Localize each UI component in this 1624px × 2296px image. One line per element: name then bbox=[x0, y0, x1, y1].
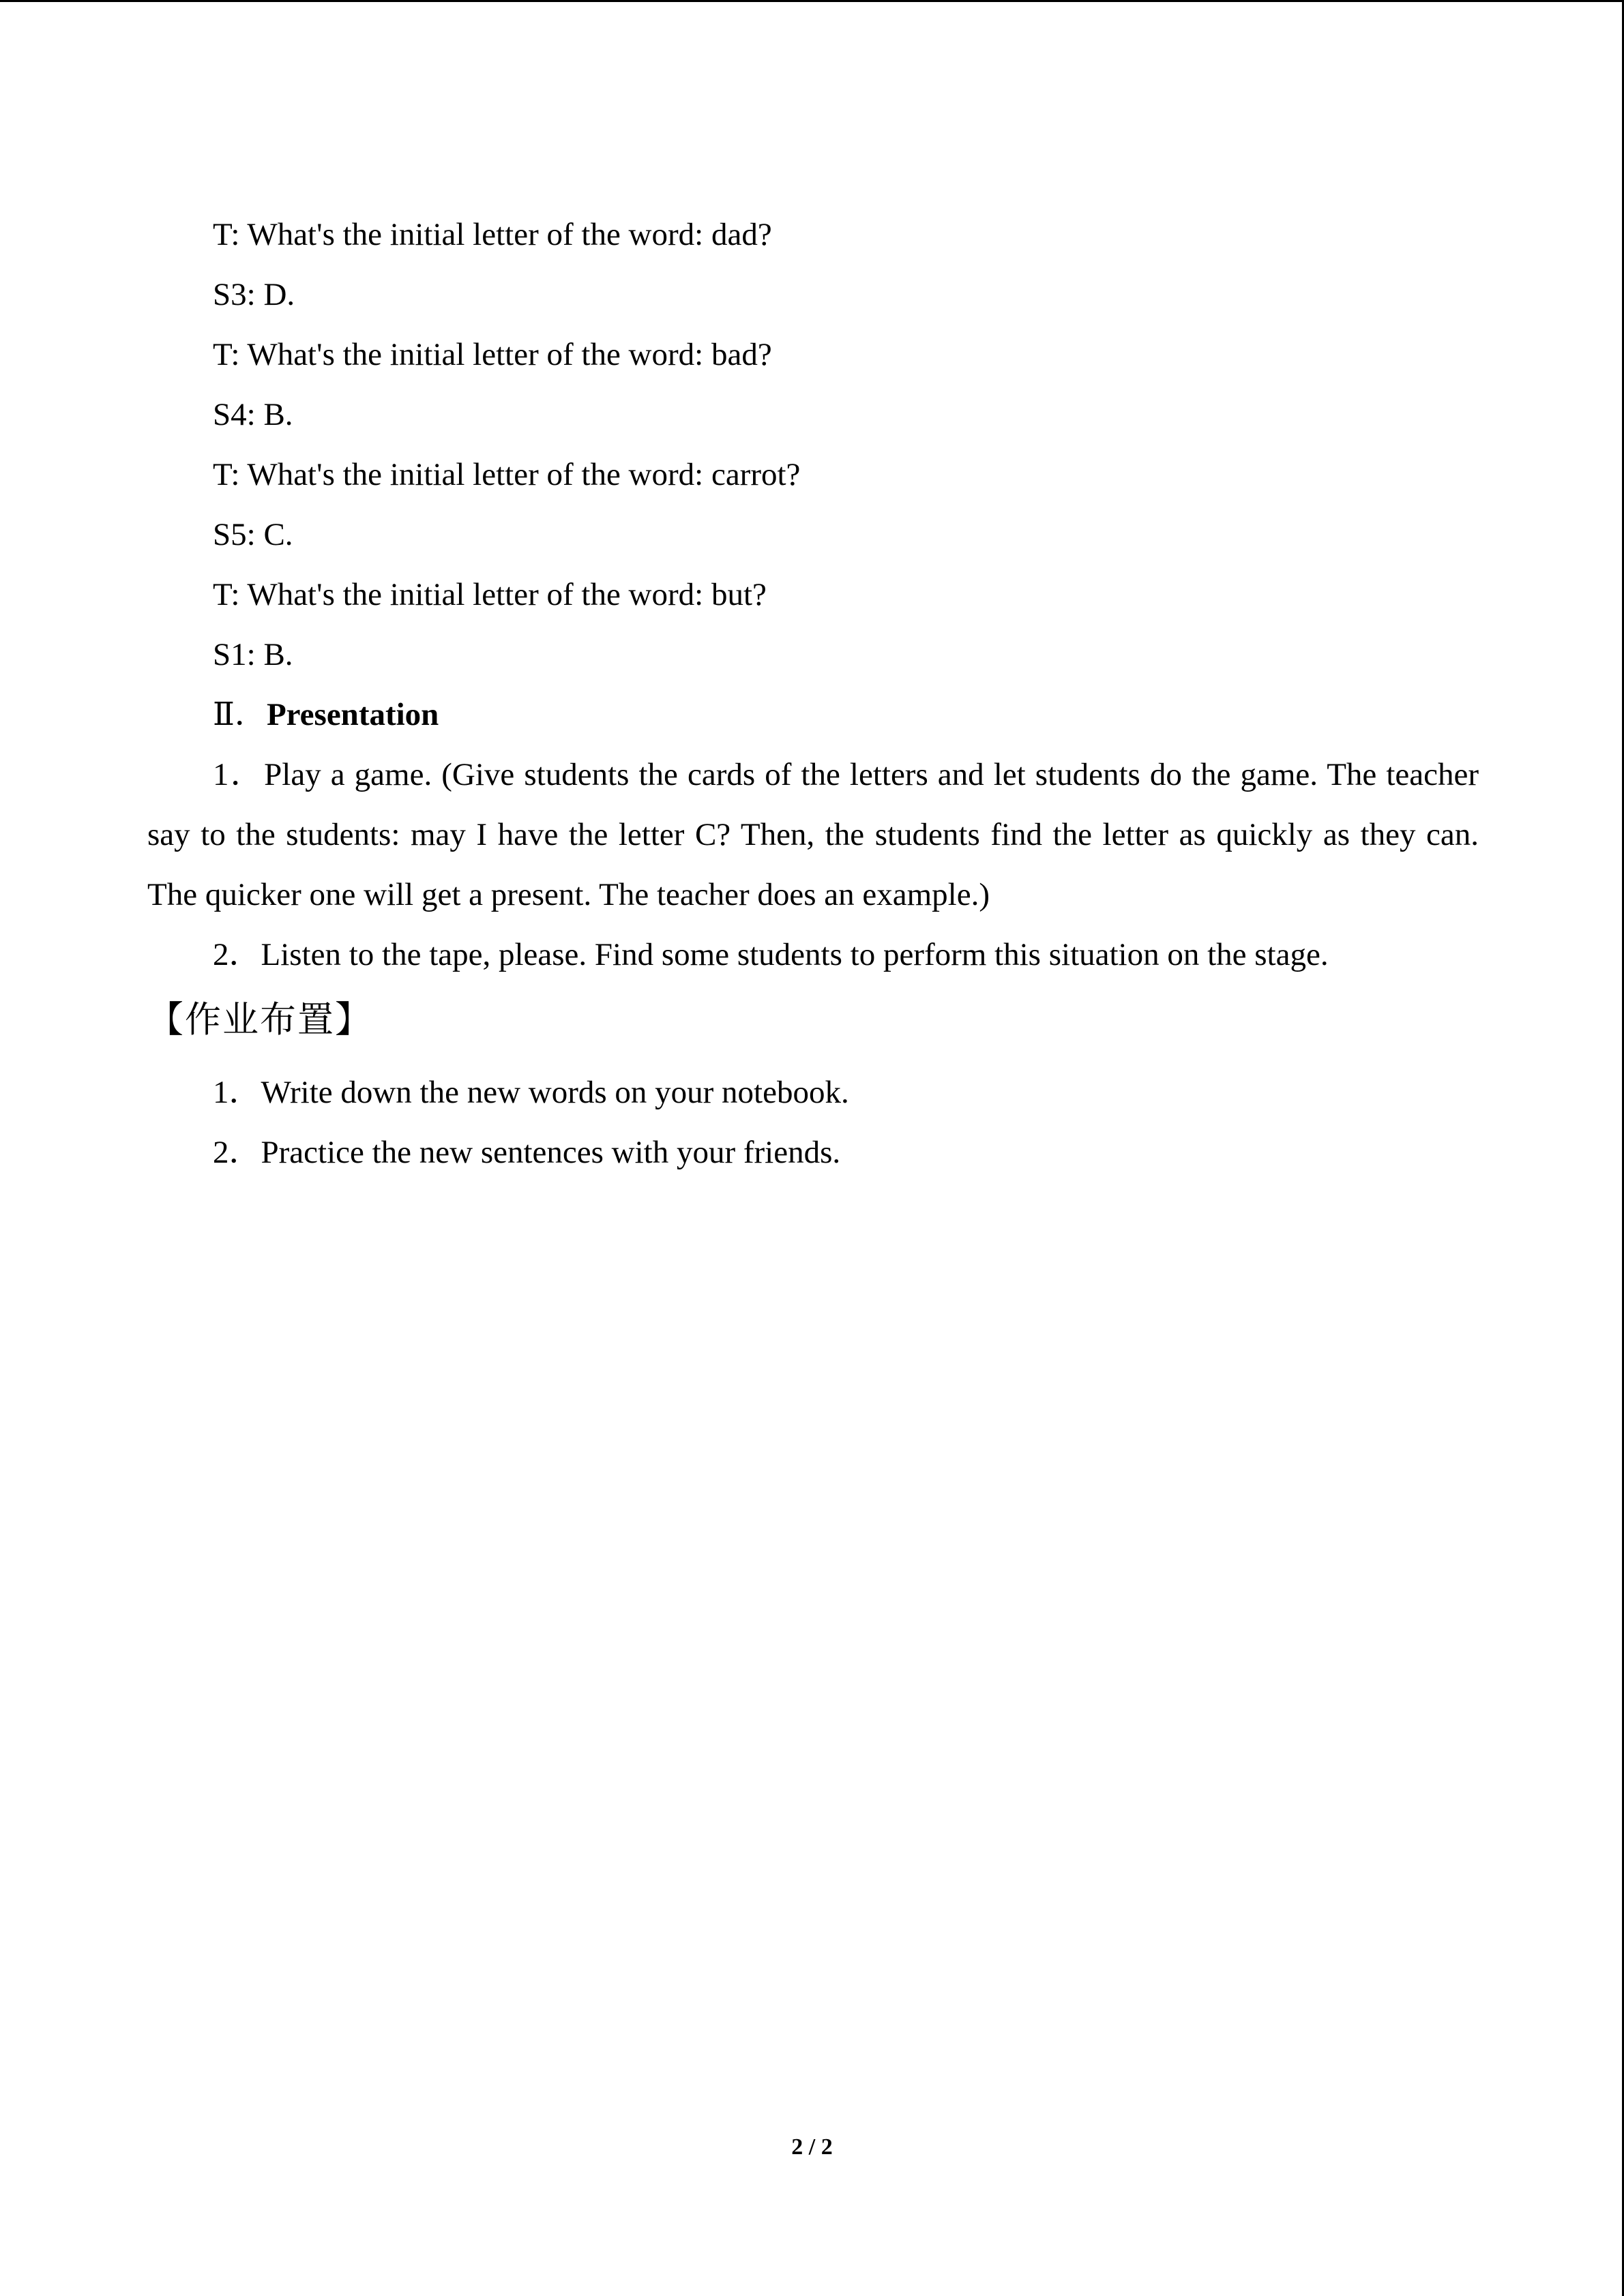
presentation-title: Presentation bbox=[266, 697, 439, 732]
dialogue-line: S4: B. bbox=[213, 397, 293, 432]
page-border-top bbox=[0, 0, 1624, 2]
presentation-item: 2．Listen to the tape, please. Find some students to perform this situation on the stage. bbox=[213, 937, 1329, 972]
document-body bbox=[147, 205, 1479, 1182]
dialogue-line: T: What's the initial letter of the word: but? bbox=[213, 577, 767, 612]
homework-title: 【作业布置】 bbox=[147, 999, 372, 1041]
homework-item: 1．Write down the new words on your notebook. bbox=[213, 1075, 849, 1110]
dialogue-line: S5: C. bbox=[213, 517, 293, 552]
presentation-numeral: Ⅱ． bbox=[213, 697, 267, 732]
dialogue-line: T: What's the initial letter of the word: dad? bbox=[213, 217, 772, 252]
page-number: 2 / 2 bbox=[791, 2134, 833, 2160]
dialogue-line: T: What's the initial letter of the word: carrot? bbox=[213, 457, 801, 492]
dialogue-line: S1: B. bbox=[213, 637, 293, 672]
dialogue-line: T: What's the initial letter of the word: bad? bbox=[213, 337, 772, 372]
homework-item: 2．Practice the new sentences with your friends. bbox=[213, 1135, 841, 1170]
presentation-item: 1．Play a game. (Give students the cards of the letters and let students do the game. The teacher say to the students: may I have the letter C? Then, the students find the letter as quickly as they can. The quicker one will get a present. The teacher does an example.) bbox=[147, 757, 1479, 912]
presentation-heading bbox=[147, 685, 1479, 745]
dialogue-line: S3: D. bbox=[213, 277, 295, 312]
